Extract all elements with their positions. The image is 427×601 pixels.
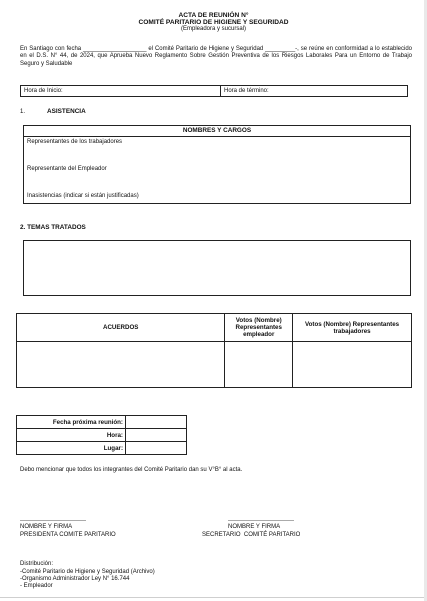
left-signature-line [20,520,86,521]
acuerdos-table [16,313,412,388]
asistencia-table [23,125,411,204]
acuerdos-header: ACUERDOS [17,314,225,342]
next-meeting-time-value[interactable] [126,429,187,442]
right-signature-role: SECRETARIO COMITÉ PARITARIO [202,532,301,538]
next-meeting-place-value[interactable] [126,442,187,455]
right-signature-line [228,520,294,521]
row-employer-representative[interactable]: Representante del Empleador [27,166,107,172]
document-subtitle: (Empleadora y sucursal) [180,26,247,32]
section-1-heading: ASISTENCIA [47,108,86,115]
page-bottom-edge [0,597,427,598]
next-meeting-time-label: Hora: [17,429,126,442]
next-meeting-place-label: Lugar: [17,442,126,455]
left-signature-name: NOMBRE Y FIRMA [20,524,73,530]
committee-title: COMITÉ PARITARIO DE HIGIENE Y SEGURIDAD [138,19,289,26]
distribution-item: -Organismo Administrador Ley N° 16.744 [20,576,130,582]
temas-text-area[interactable] [23,240,411,296]
row-absences[interactable]: Inasistencias (indicar si están justificadas) [27,193,139,199]
distribution-item: - Empleador [20,583,53,589]
next-meeting-table [16,415,187,455]
row-worker-representatives[interactable]: Representantes de los trabajadores [27,139,123,145]
intro-paragraph: En Santiago con fecha ___________________ el Comité Paritario de Higiene y Seguridad _________-, se reúne en conformidad a lo establecido en el D.S. N° 44, de 2024, que Aprueba Nuevo Reglamento Sobre Gestión Preventiva de los Riesgos Laborales Para un Entorno de Trabajo Seguro y Saludable [20,46,412,67]
next-meeting-date-value[interactable] [126,416,187,429]
approval-note: Debo mencionar que todos los integrantes del Comité Paritario dan su V°B° al acta. [20,467,243,473]
distribution-item: -Comité Paritario de Higiene y Seguridad (Archivo) [20,569,155,575]
start-time-field[interactable]: Hora de Inicio: [24,88,63,94]
distribution-heading: Distribución: [20,561,54,567]
times-box [20,85,408,97]
times-divider [220,86,221,96]
votes-employer-cell[interactable] [225,342,293,388]
asistencia-table-header: NOMBRES Y CARGOS [24,126,410,137]
acuerdos-cell[interactable] [17,342,225,388]
votes-workers-cell[interactable] [293,342,412,388]
votes-workers-header: Votos (Nombre) Representantes trabajadores [293,314,412,342]
section-2-heading: 2. TEMAS TRATADOS [20,224,86,231]
votes-employer-header: Votos (Nombre) Representantes empleador [225,314,293,342]
left-signature-role: PRESIDENTA COMITE PARITARIO [20,532,116,538]
right-signature-name: NOMBRE Y FIRMA [228,524,281,530]
section-1-number: 1. [20,109,26,115]
next-meeting-date-label: Fecha próxima reunión: [17,416,126,429]
document-title: ACTA DE REUNIÓN N° [178,12,249,19]
end-time-field[interactable]: Hora de término: [224,88,269,94]
